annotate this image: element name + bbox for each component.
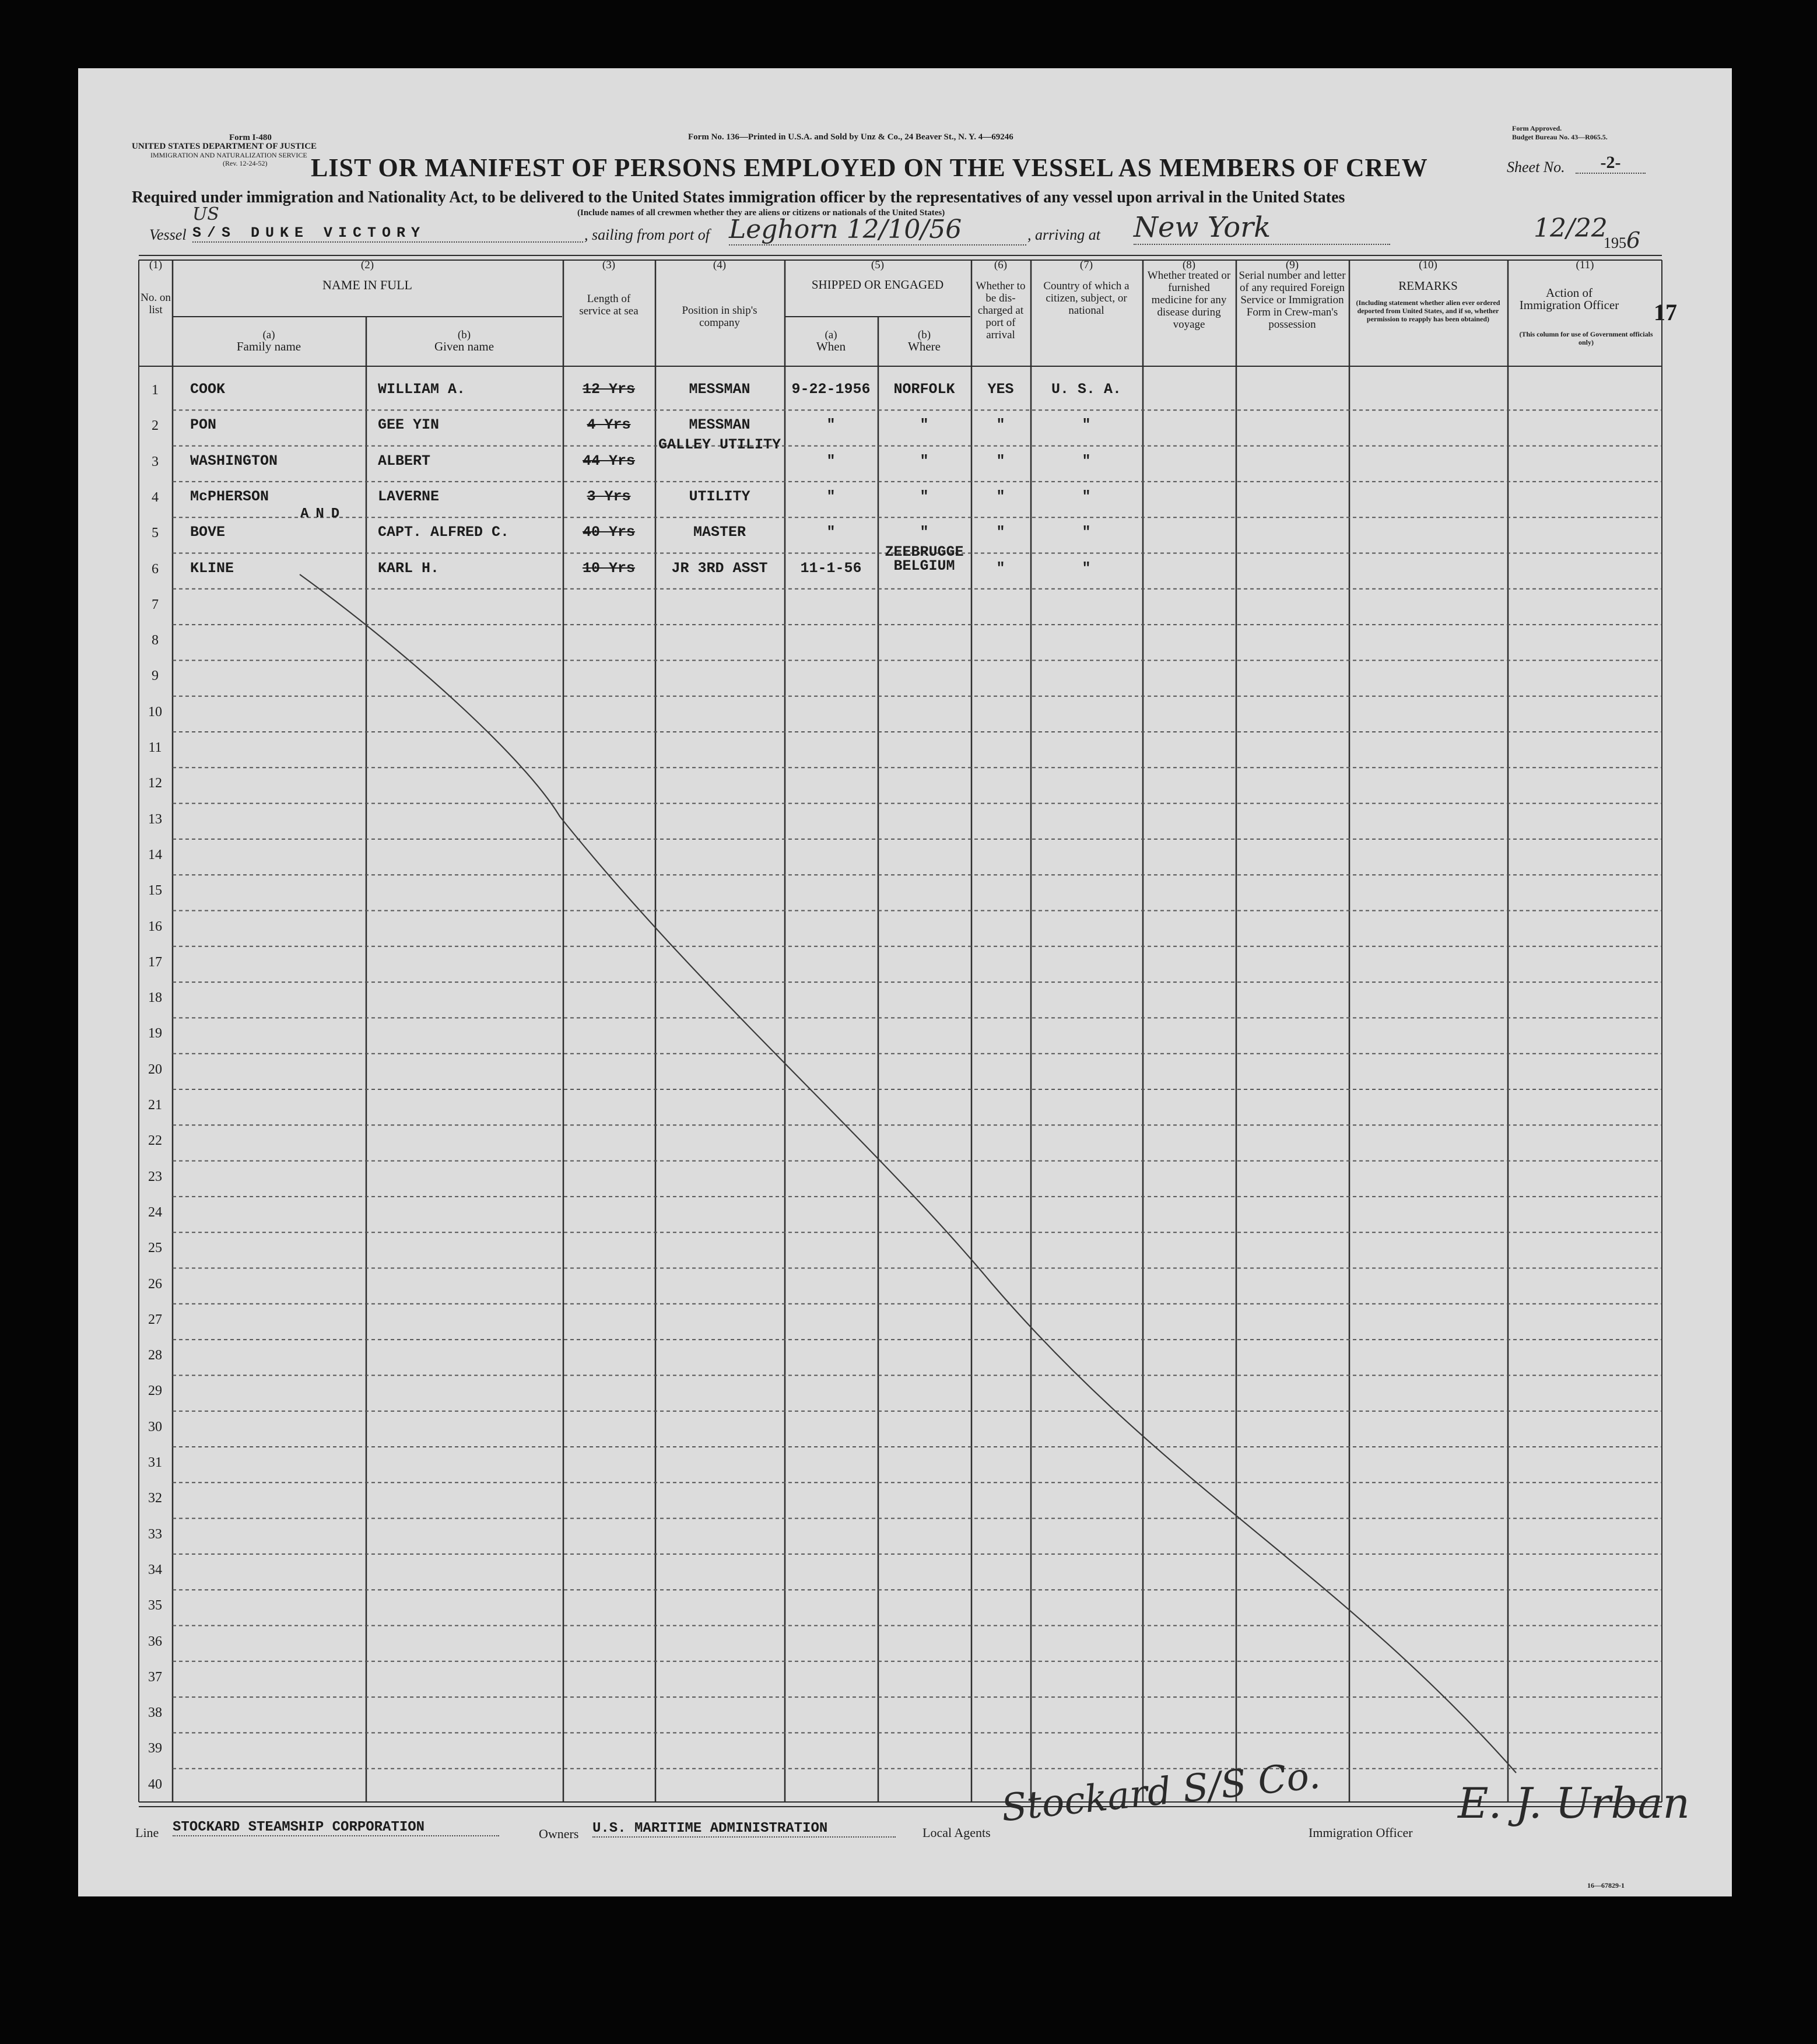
row-number: 22 [148, 1133, 162, 1149]
crew-family-cell: BOVE [190, 524, 226, 541]
row-number: 37 [148, 1669, 162, 1685]
row-number: 8 [152, 633, 159, 648]
row-number: 13 [148, 811, 162, 827]
col5b-letter: (b) [917, 329, 931, 341]
page-mark: 17 [1654, 299, 1677, 325]
crew-country-cell: " [1082, 416, 1091, 434]
arrival-year: 1956 [1604, 227, 1641, 253]
col10-note: (Including statement whether alien ever ordered deported from United States, and if so, whether permission to reapply has been obtained) [1356, 299, 1500, 323]
row-number: 21 [148, 1098, 162, 1113]
crew-service-cell: 10 Yrs [582, 559, 635, 577]
row-number: 39 [148, 1741, 162, 1756]
crew-where-cell: NORFOLK [893, 381, 955, 398]
row-number: 18 [148, 990, 162, 1006]
row-number: 23 [148, 1169, 162, 1184]
row-number: 34 [148, 1562, 162, 1577]
crew-position-cell: MESSMAN [689, 416, 750, 434]
crew-country-cell: " [1082, 524, 1091, 541]
crew-service-cell: 3 Yrs [587, 488, 631, 505]
department-name: UNITED STATES DEPARTMENT OF JUSTICE [132, 142, 317, 151]
vessel-handwritten-prefix: US [192, 204, 219, 225]
col2-header: NAME IN FULL [322, 278, 412, 292]
row-number: 12 [148, 776, 162, 791]
crew-where-cell: ZEEBRUGGE BELGIUM [885, 543, 964, 574]
line-value: STOCKARD STEAMSHIP CORPORATION [173, 1819, 499, 1836]
form-subtitle: Required under immigration and Nationality Act, to be delivered to the United States immigration officer by the representatives of any vessel upon arrival in the United States [132, 188, 1345, 206]
crew-family-cell: KLINE [190, 559, 234, 577]
crew-discharged-cell: YES [987, 381, 1014, 398]
row-number: 4 [152, 489, 159, 505]
arriving-label: , arriving at [1027, 226, 1100, 243]
crew-service-cell: 4 Yrs [587, 416, 631, 434]
void-strike-line [300, 574, 1516, 1773]
col10-number: (10) [1419, 259, 1437, 271]
crew-where-cell: " [920, 452, 929, 469]
row-number: 28 [148, 1348, 162, 1363]
crew-family-cell: WASHINGTON [190, 452, 278, 469]
immigration-officer-signature: E. J. Urban [1458, 1779, 1690, 1828]
form-id: Form I-480 [229, 133, 272, 142]
crew-position-cell: JR 3RD ASST [671, 559, 768, 577]
crew-given-cell: ALBERT [378, 452, 431, 469]
crew-given-cell: GEE YIN [378, 416, 440, 434]
arrival-date: 12/22 [1534, 213, 1608, 243]
crew-given-cell: LAVERNE [378, 488, 440, 505]
row-number: 11 [148, 740, 162, 755]
crew-where-cell: " [920, 524, 929, 541]
col6-number: (6) [994, 259, 1008, 271]
col2b-letter: (b) [457, 329, 471, 341]
printer-note: Form No. 136—Printed in U.S.A. and Sold by Unz & Co., 24 Beaver St., N. Y. 4—69246 [688, 132, 1013, 142]
col5b-header: Where [908, 339, 941, 353]
crew-discharged-cell: " [996, 416, 1005, 434]
form-title: LIST OR MANIFEST OF PERSONS EMPLOYED ON THE VESSEL AS MEMBERS OF CREW [311, 153, 1428, 182]
row-number: 26 [148, 1276, 162, 1292]
sailing-label: , sailing from port of [584, 226, 710, 243]
crew-discharged-cell: " [996, 488, 1005, 505]
local-agents-signature: Stockard S/S Co. [999, 1754, 1323, 1831]
col1-number: (1) [149, 259, 163, 271]
row-number: 25 [148, 1240, 162, 1256]
crew-family-cell: McPHERSON [190, 488, 269, 505]
sheet-number: -2- [1576, 153, 1646, 174]
row-number: 17 [148, 954, 162, 970]
owners-value: U.S. MARITIME ADMINISTRATION [592, 1821, 896, 1838]
service-name: IMMIGRATION AND NATURALIZATION SERVICE [150, 151, 307, 159]
sailing-port: Leghorn 12/10/56 [729, 215, 1026, 246]
crew-country-cell: " [1082, 488, 1091, 505]
row-number: 31 [148, 1455, 162, 1470]
crew-given-cell: KARL H. [378, 559, 440, 577]
row-number: 32 [148, 1491, 162, 1506]
arriving-port: New York [1134, 211, 1390, 245]
row-number: 15 [148, 883, 162, 899]
col2-number: (2) [360, 259, 374, 271]
row-number: 10 [148, 704, 162, 720]
crew-country-cell: " [1082, 452, 1091, 469]
crew-service-cell: 12 Yrs [582, 381, 635, 398]
col6-header: Whether to be dis-charged at port of arrival [976, 280, 1026, 341]
crew-service-cell: 44 Yrs [582, 452, 635, 469]
crew-when-cell: " [826, 416, 836, 434]
col11-note: (This column for use of Government officials only) [1519, 330, 1653, 346]
row-number: 3 [152, 454, 159, 469]
sheet-label: Sheet No. [1507, 159, 1565, 176]
row-number: 5 [152, 525, 159, 541]
form-note: (Include names of all crewmen whether they are aliens or citizens or nationals of the United States) [577, 208, 945, 218]
row-number: 36 [148, 1633, 162, 1649]
form-bottom-code: 16—67829-1 [1587, 1881, 1625, 1889]
row-number: 20 [148, 1061, 162, 1077]
col8-header: Whether treated or furnished medicine for any disease during voyage [1147, 269, 1231, 331]
crew-when-cell: " [826, 452, 836, 469]
col7-header: Country of which a citizen, subject, or national [1043, 280, 1130, 317]
col9-header: Serial number and letter of any required Foreign Service or Immigration Form in Crew-man's possession [1239, 269, 1346, 331]
col2b-header: Given name [434, 339, 494, 353]
crew-discharged-cell: " [996, 524, 1005, 541]
row-number: 9 [152, 668, 159, 684]
col4-header: Position in ship's company [682, 304, 757, 329]
crew-discharged-cell: " [996, 559, 1005, 577]
crew-where-cell: " [920, 488, 929, 505]
col3-header: Length of service at sea [579, 293, 639, 317]
row-number: 38 [148, 1705, 162, 1721]
row-number: 6 [152, 561, 159, 577]
budget-bureau-no: Budget Bureau No. 43—R065.5. [1512, 133, 1608, 141]
local-agents-label: Local Agents [922, 1825, 991, 1840]
col11-header: Action of Immigration Officer [1519, 286, 1619, 312]
col1-header: No. on list [141, 292, 171, 316]
crew-family-cell: COOK [190, 381, 226, 398]
and-marker: AND [300, 506, 347, 522]
row-number: 40 [148, 1776, 162, 1792]
crew-service-cell: 40 Yrs [582, 524, 635, 541]
col11-number: (11) [1576, 259, 1594, 271]
immigration-officer-label: Immigration Officer [1309, 1825, 1413, 1840]
col4-number: (4) [713, 259, 727, 271]
crew-given-cell: CAPT. ALFRED C. [378, 524, 510, 541]
crew-when-cell: 9-22-1956 [791, 381, 871, 398]
crew-given-cell: WILLIAM A. [378, 381, 466, 398]
form-approved: Form Approved. [1512, 124, 1562, 132]
row-number: 29 [148, 1383, 162, 1399]
crew-when-cell: " [826, 524, 836, 541]
row-number: 24 [148, 1204, 162, 1220]
col2a-header: Family name [236, 339, 301, 353]
row-number: 7 [152, 597, 159, 612]
row-number: 1 [152, 383, 159, 398]
crew-country-cell: U. S. A. [1051, 381, 1122, 398]
row-number: 19 [148, 1026, 162, 1042]
col10-header: REMARKS [1398, 279, 1458, 293]
crew-discharged-cell: " [996, 452, 1005, 469]
col5a-letter: (a) [825, 329, 837, 341]
crew-position-cell: MASTER [693, 524, 746, 541]
crew-when-cell: " [826, 488, 836, 505]
crew-position-cell: UTILITY [689, 488, 750, 505]
col2a-letter: (a) [262, 329, 275, 341]
col5-header: SHIPPED OR ENGAGED [811, 278, 944, 292]
crew-position-cell: GALLEY UTILITY [658, 436, 781, 453]
col9-number: (9) [1285, 259, 1299, 271]
row-number: 30 [148, 1419, 162, 1435]
col8-number: (8) [1182, 259, 1196, 271]
row-number: 33 [148, 1526, 162, 1542]
row-number: 2 [152, 418, 159, 434]
row-number: 35 [148, 1598, 162, 1614]
crew-when-cell: 11-1-56 [800, 559, 862, 577]
row-number: 27 [148, 1312, 162, 1327]
col7-number: (7) [1079, 259, 1093, 271]
owners-label: Owners [539, 1826, 579, 1841]
crew-country-cell: " [1082, 559, 1091, 577]
crew-family-cell: PON [190, 416, 217, 434]
vessel-name: S/S DUKE VICTORY [192, 225, 583, 243]
vessel-label: Vessel [149, 226, 187, 243]
col3-number: (3) [602, 259, 616, 271]
col5-number: (5) [871, 259, 885, 271]
crew-where-cell: " [920, 416, 929, 434]
row-number: 14 [148, 847, 162, 863]
crew-position-cell: MESSMAN [689, 381, 750, 398]
col5a-header: When [816, 339, 846, 353]
row-number: 16 [148, 918, 162, 934]
form-revision: (Rev. 12-24-52) [223, 159, 268, 167]
line-label: Line [135, 1825, 159, 1840]
